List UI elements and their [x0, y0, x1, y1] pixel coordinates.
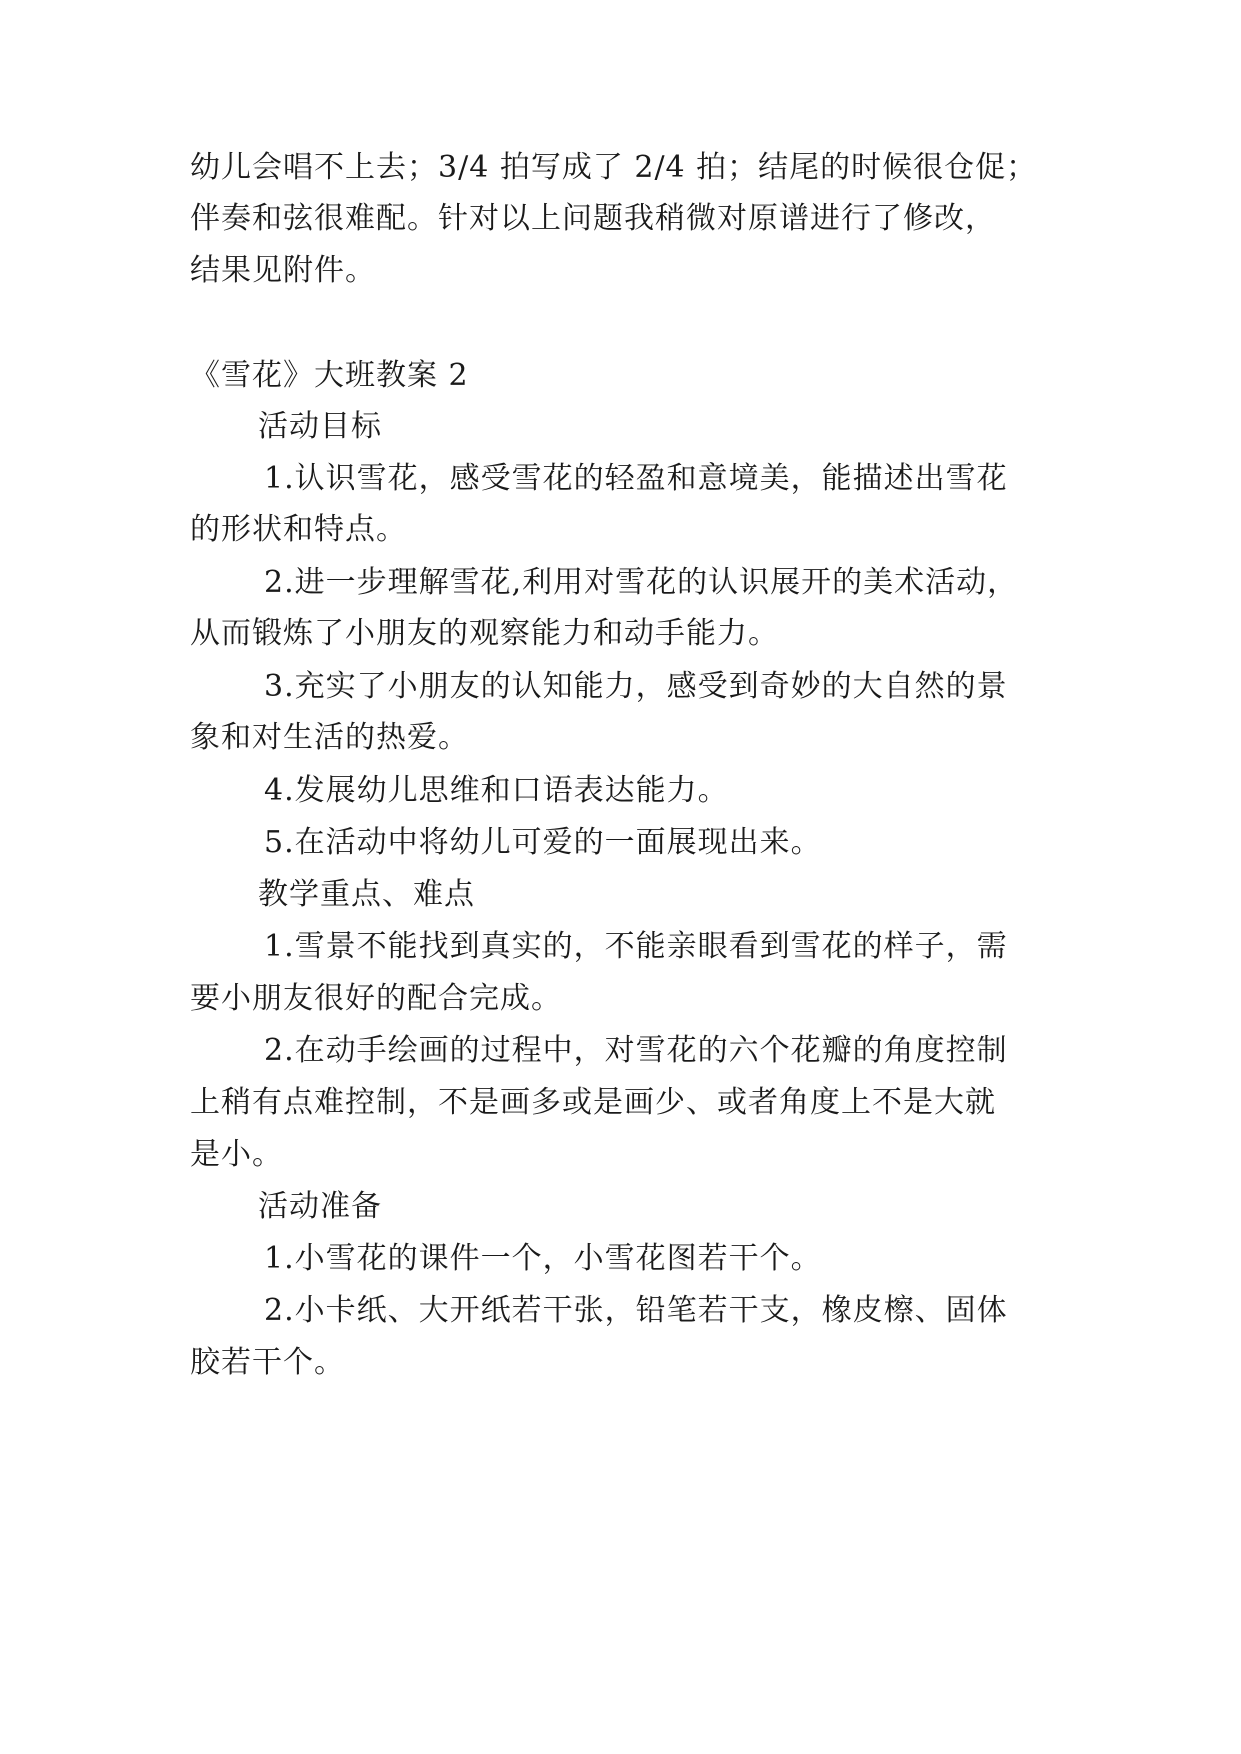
goal-item-5: 5.在活动中将幼儿可爱的一面展现出来。 — [264, 825, 822, 860]
continuation-line-1: 幼儿会唱不上去；3/4 拍写成了 2/4 拍；结尾的时候很仓促； — [190, 150, 1038, 185]
goal-item-1-line-1: 1.认识雪花，感受雪花的轻盈和意境美，能描述出雪花 — [264, 461, 1008, 496]
key-point-1-line-1: 1.雪景不能找到真实的，不能亲眼看到雪花的样子，需 — [264, 929, 1008, 964]
goal-item-3-line-1: 3.充实了小朋友的认知能力，感受到奇妙的大自然的景 — [264, 669, 1008, 704]
continuation-line-3: 结果见附件。 — [190, 253, 376, 288]
goal-item-2-line-1: 2.进一步理解雪花,利用对雪花的认识展开的美术活动， — [264, 565, 1019, 600]
goal-item-3-line-2: 象和对生活的热爱。 — [190, 720, 469, 755]
preparation-item-1: 1.小雪花的课件一个，小雪花图若干个。 — [264, 1241, 822, 1276]
preparation-item-2-line-1: 2.小卡纸、大开纸若干张，铅笔若干支，橡皮檫、固体 — [264, 1293, 1008, 1328]
goal-item-2-line-2: 从而锻炼了小朋友的观察能力和动手能力。 — [190, 616, 779, 651]
continuation-line-2: 伴奏和弦很难配。针对以上问题我稍微对原谱进行了修改， — [190, 201, 996, 236]
key-point-2-line-1: 2.在动手绘画的过程中，对雪花的六个花瓣的角度控制 — [264, 1033, 1008, 1068]
key-point-2-line-3: 是小。 — [190, 1137, 283, 1172]
key-point-2-line-2: 上稍有点难控制，不是画多或是画少、或者角度上不是大就 — [190, 1085, 996, 1120]
key-points-heading: 教学重点、难点 — [258, 877, 475, 912]
goal-item-4: 4.发展幼儿思维和口语表达能力。 — [264, 773, 729, 808]
preparation-item-2-line-2: 胶若干个。 — [190, 1345, 345, 1380]
preparation-heading: 活动准备 — [258, 1189, 382, 1224]
goals-heading: 活动目标 — [258, 409, 382, 444]
section-title: 《雪花》大班教案 2 — [190, 358, 469, 393]
goal-item-1-line-2: 的形状和特点。 — [190, 512, 407, 547]
key-point-1-line-2: 要小朋友很好的配合完成。 — [190, 981, 562, 1016]
